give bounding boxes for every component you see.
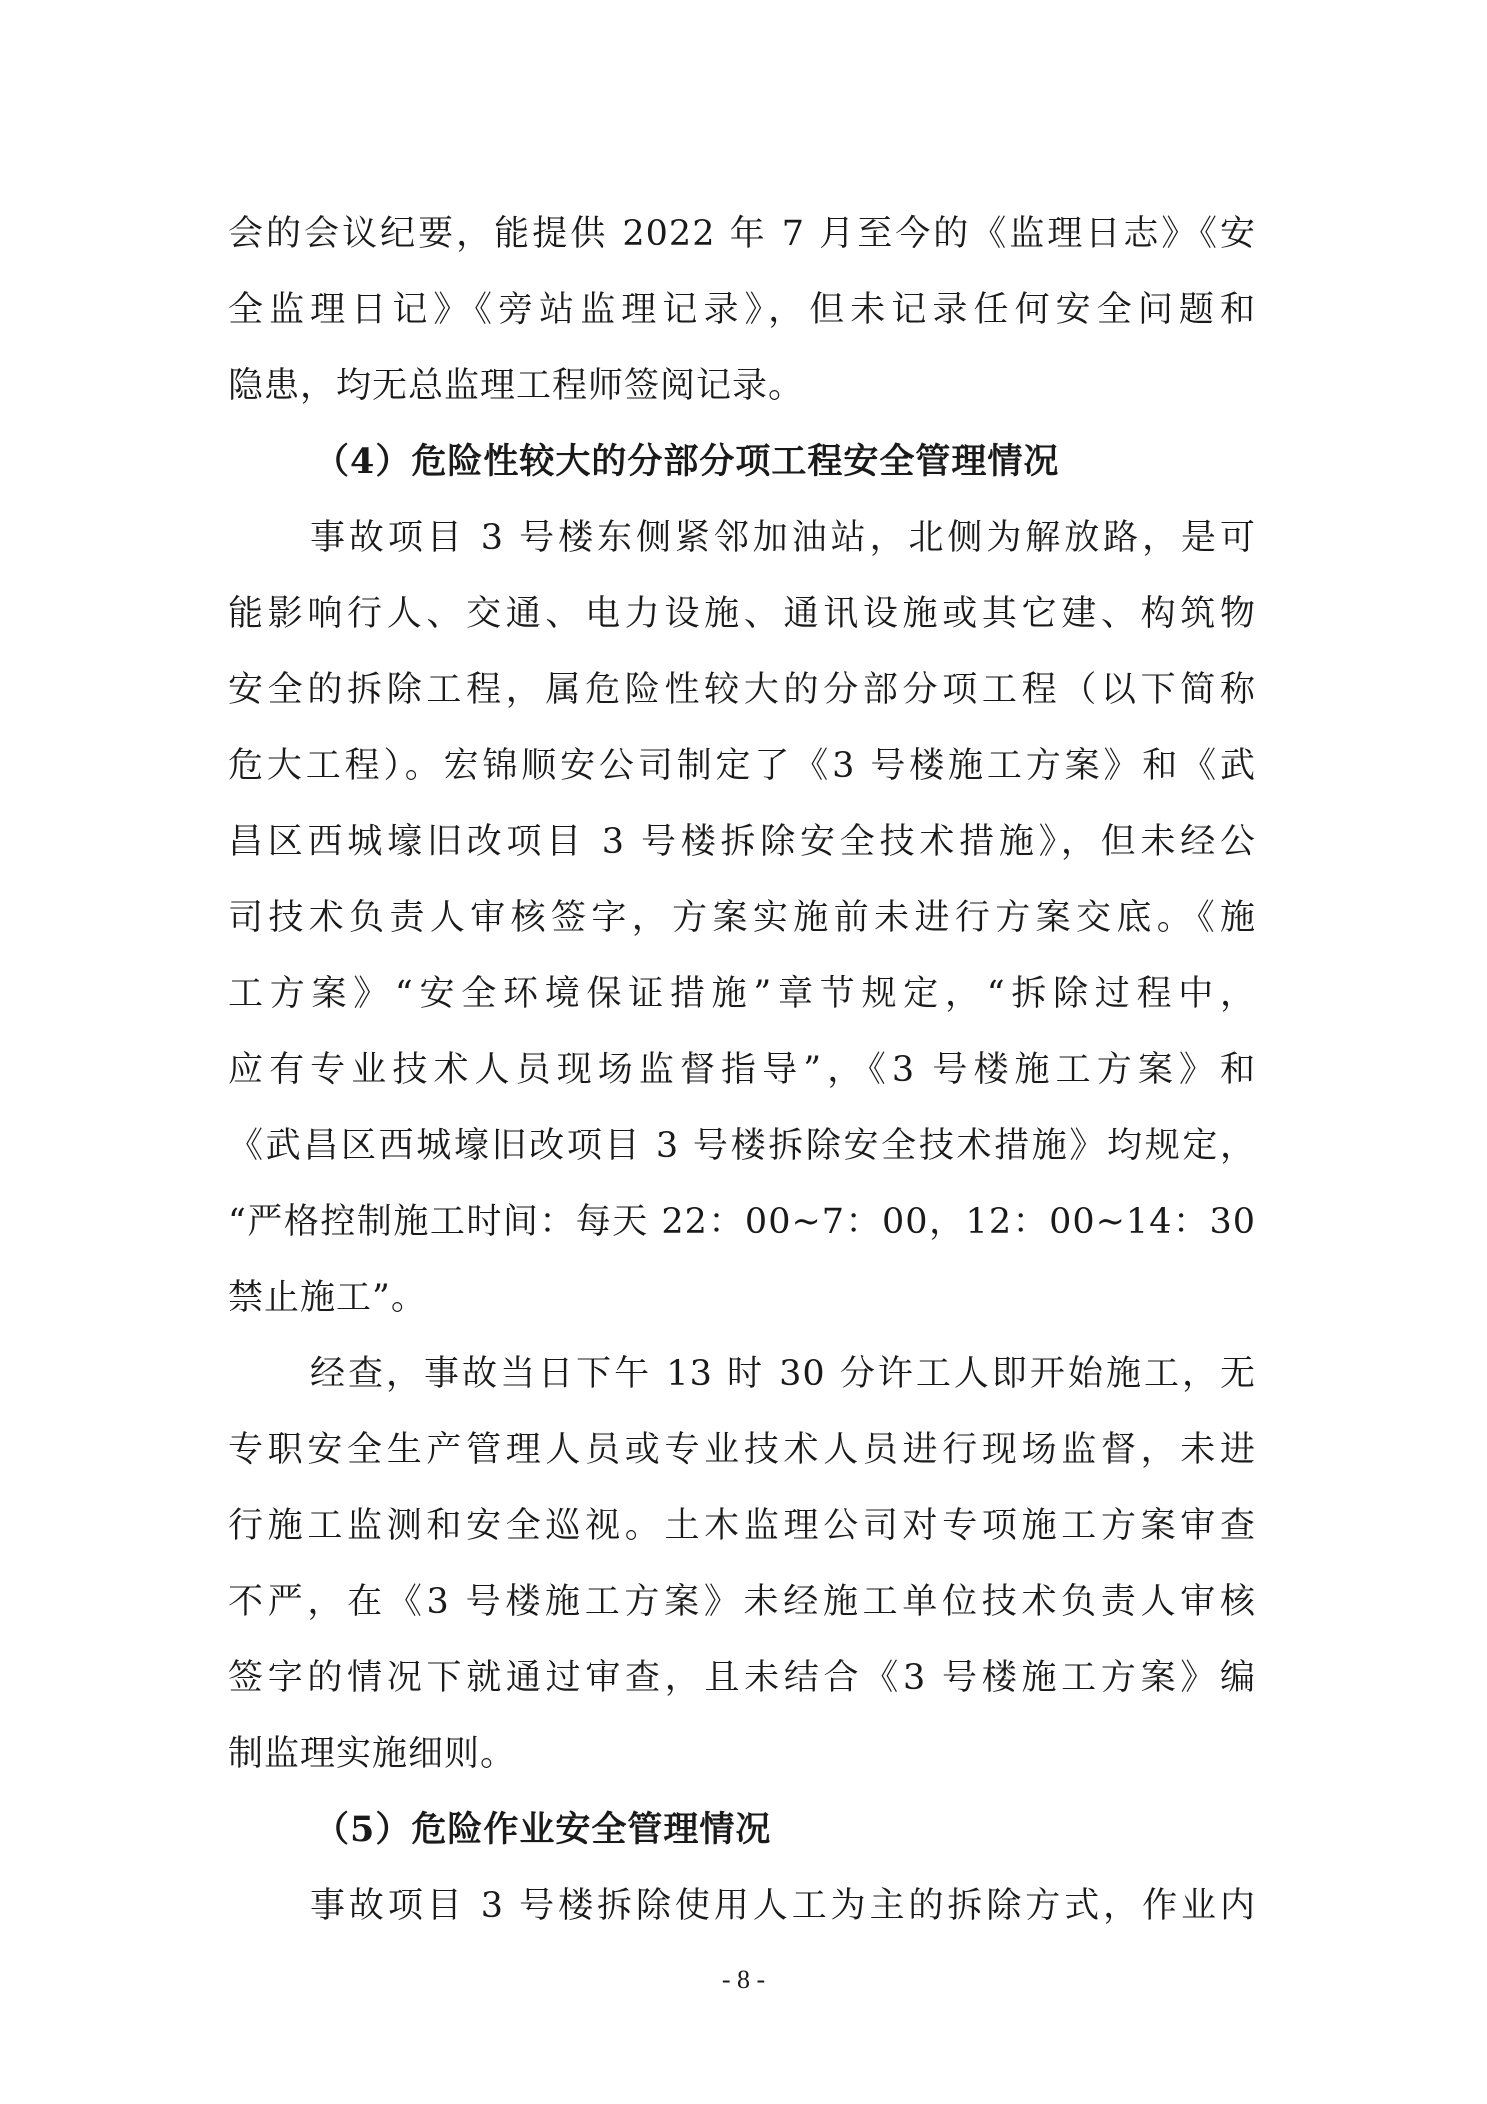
section-heading: （4）危险性较大的分部分项工程安全管理情况 [314,441,1060,482]
document-body [228,196,1256,1944]
paragraph-line: 事故项目 3 号楼东侧紧邻加油站，北侧为解放路，是可 [310,518,1256,558]
paragraph-line: 司技术负责人审核签字，方案实施前未进行方案交底。《施 [228,898,1256,938]
paragraph-line: 《武昌区西城壕旧改项目 3 号楼拆除安全技术措施》均规定， [228,1126,1256,1166]
paragraph-line: “严格控制施工时间：每天 22：00~7：00，12：00~14：30 [228,1202,1256,1242]
paragraph-line: 不严，在《3 号楼施工方案》未经施工单位技术负责人审核 [228,1582,1256,1622]
paragraph-line: 行施工监测和安全巡视。土木监理公司对专项施工方案审查 [228,1506,1256,1546]
paragraph-line: 全监理日记》《旁站监理记录》，但未记录任何安全问题和 [228,290,1256,330]
section-heading: （5）危险作业安全管理情况 [314,1809,772,1850]
paragraph-line: 签字的情况下就通过审查，且未结合《3 号楼施工方案》编 [228,1658,1256,1698]
paragraph-line: 工方案》“安全环境保证措施”章节规定，“拆除过程中， [228,974,1256,1014]
paragraph-line: 安全的拆除工程，属危险性较大的分部分项工程（以下简称 [228,670,1256,710]
paragraph-line: 事故项目 3 号楼拆除使用人工为主的拆除方式，作业内 [310,1886,1256,1926]
page-number: - 8 - [721,1965,766,1994]
paragraph-line: 昌区西城壕旧改项目 3 号楼拆除安全技术措施》，但未经公 [228,822,1256,862]
paragraph-line: 禁止施工”。 [228,1278,427,1318]
paragraph-line: 能影响行人、交通、电力设施、通讯设施或其它建、构筑物 [228,594,1256,634]
paragraph-line: 危大工程）。宏锦顺安公司制定了《3 号楼施工方案》和《武 [228,746,1256,786]
paragraph-line: 应有专业技术人员现场监督指导”，《3 号楼施工方案》和 [228,1050,1256,1090]
paragraph-line: 会的会议纪要，能提供 2022 年 7 月至今的《监理日志》《安 [228,214,1256,254]
paragraph-line: 专职安全生产管理人员或专业技术人员进行现场监督，未进 [228,1430,1256,1470]
paragraph-line: 经查，事故当日下午 13 时 30 分许工人即开始施工，无 [310,1354,1256,1394]
paragraph-line: 制监理实施细则。 [228,1734,517,1774]
paragraph-line: 隐患，均无总监理工程师签阅记录。 [228,366,805,406]
